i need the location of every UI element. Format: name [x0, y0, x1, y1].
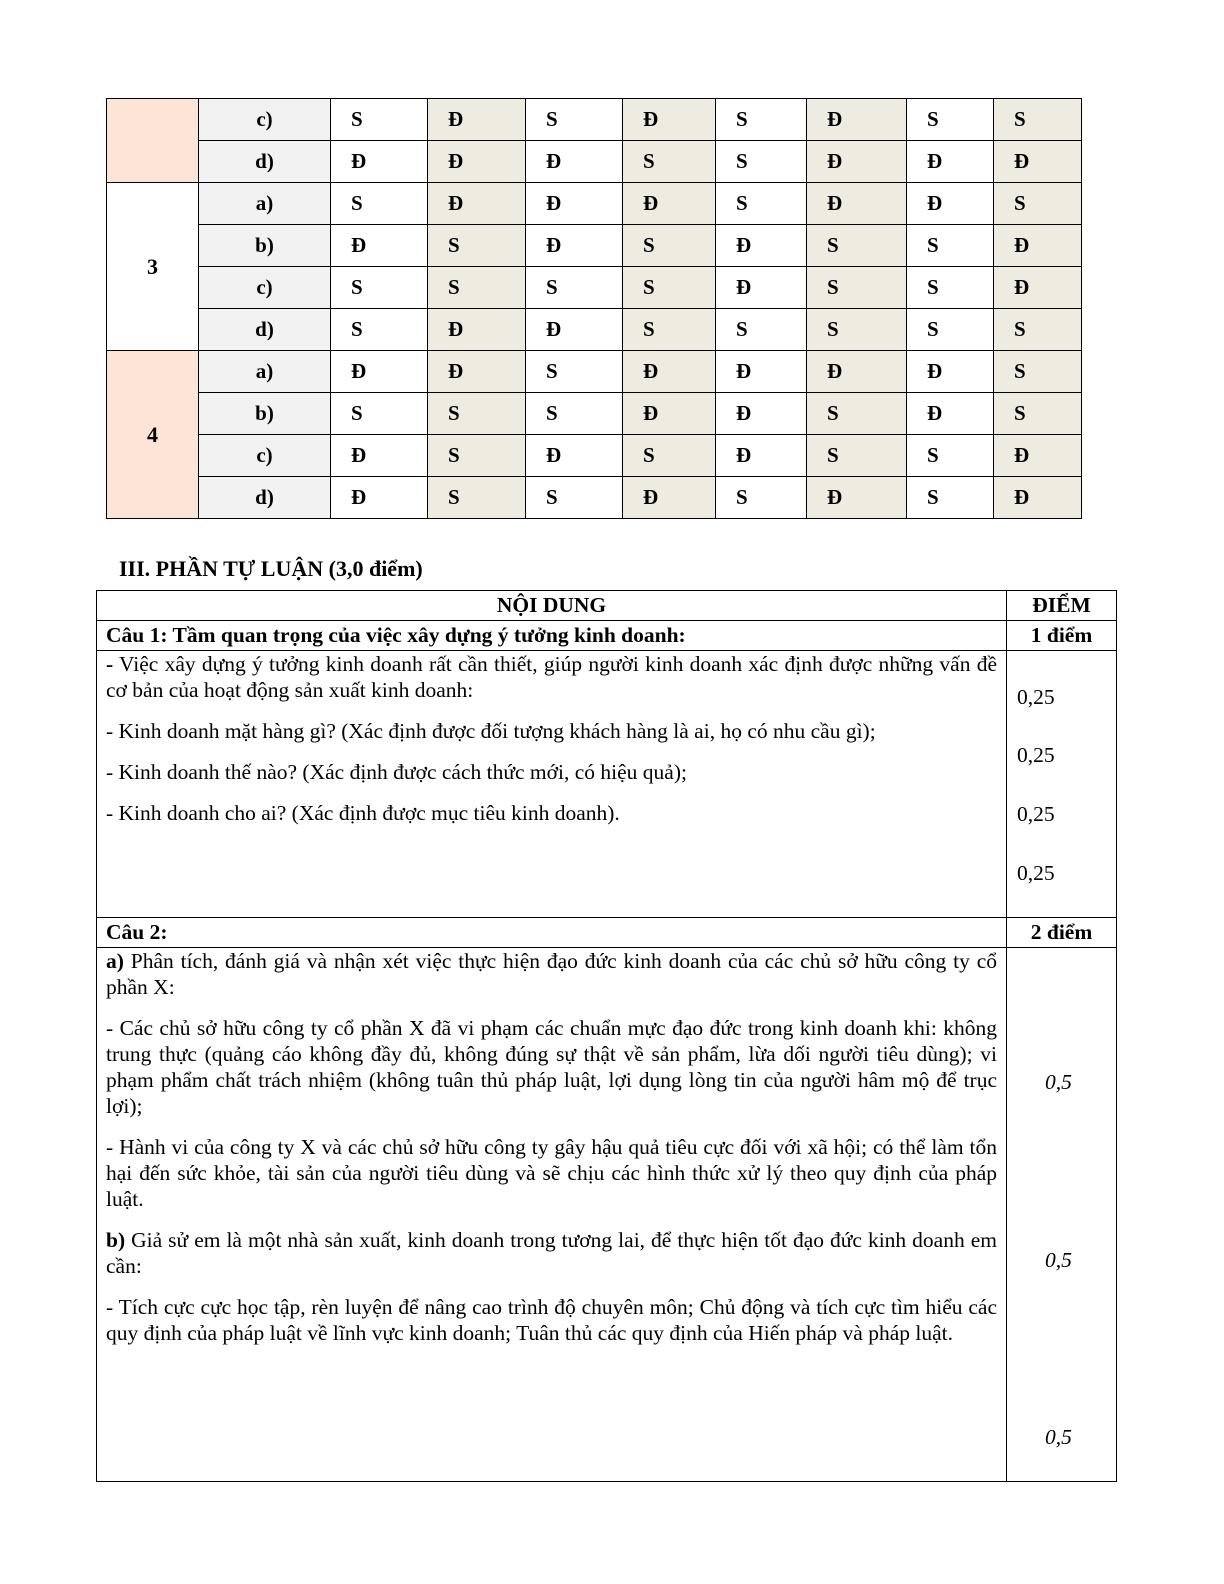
question-number-cell	[107, 99, 199, 183]
q1-paragraph-4: - Kinh doanh cho ai? (Xác định được mục tiêu kinh doanh).	[106, 801, 620, 825]
question-2-body-row	[97, 948, 1117, 1482]
answer-cell: Đ	[526, 183, 623, 225]
answer-cell: S	[994, 351, 1082, 393]
answer-row	[107, 225, 1082, 267]
answer-cell: Đ	[716, 225, 807, 267]
answer-cell: S	[907, 225, 994, 267]
answer-cell: S	[716, 309, 807, 351]
answer-cell: Đ	[331, 435, 428, 477]
question-number-cell: 4	[107, 351, 199, 519]
answer-cell: S	[331, 393, 428, 435]
answer-cell: Đ	[807, 141, 907, 183]
answer-cell: S	[331, 99, 428, 141]
question-2-content	[97, 948, 1007, 1482]
q2-b-paragraph-1: - Tích cực cực học tập, rèn luyện để nâng cao trình độ chuyên môn; Chủ động và tích cực tìm hiểu các quy định của pháp luật về lĩnh vực kinh doanh; Tuân thủ các quy định của Hiến pháp và pháp luật.	[106, 1295, 997, 1345]
answer-cell: S	[907, 99, 994, 141]
answer-cell: S	[526, 351, 623, 393]
q1-score-3: 0,25	[1017, 802, 1055, 826]
answer-cell: Đ	[807, 477, 907, 519]
answer-cell: S	[526, 99, 623, 141]
answer-cell: S	[907, 435, 994, 477]
answer-cell: Đ	[623, 99, 716, 141]
answer-grid-table	[106, 98, 1082, 519]
answer-cell: S	[807, 267, 907, 309]
question-1-title: Câu 1: Tầm quan trọng của việc xây dựng ý tưởng kinh doanh:	[97, 621, 1007, 651]
answer-cell: S	[331, 309, 428, 351]
answer-cell: S	[807, 435, 907, 477]
essay-table	[96, 590, 1117, 1482]
answer-cell: Đ	[623, 393, 716, 435]
q2-a-text: Phân tích, đánh giá và nhận xét việc thực hiện đạo đức kinh doanh của các chủ sở hữu công ty cổ phần X:	[106, 949, 997, 999]
answer-cell: Đ	[716, 267, 807, 309]
answer-cell: S	[716, 99, 807, 141]
answer-cell: S	[807, 225, 907, 267]
q1-paragraph-1	[106, 651, 997, 703]
answer-cell: S	[623, 435, 716, 477]
answer-cell: S	[994, 183, 1082, 225]
answer-cell: S	[428, 267, 526, 309]
q2-score-1: 0,5	[1045, 1070, 1072, 1094]
q2-b-text: Giả sử em là một nhà sản xuất, kinh doanh trong tương lai, để thực hiện tốt đạo đức kinh doanh em cần:	[106, 1228, 997, 1278]
answer-cell: Đ	[526, 435, 623, 477]
sub-question-cell: c)	[199, 99, 331, 141]
answer-cell: S	[623, 267, 716, 309]
answer-cell: S	[716, 183, 807, 225]
score-header: ĐIỂM	[1007, 591, 1117, 621]
question-number-cell: 3	[107, 183, 199, 351]
answer-row	[107, 183, 1082, 225]
q2-a-paragraph-1: - Các chủ sở hữu công ty cổ phần X đã vi phạm các chuẩn mực đạo đức trong kinh doanh khi: không trung thực (quảng cáo không đầy đủ, không đúng sự thật về sản phẩm, lừa dối người tiêu dùng); vi phạm phẩm chất trách nhiệm (không tuân thủ pháp luật, lợi dụng lòng tin của người hâm mộ để trục lợi);	[106, 1016, 997, 1118]
answer-row	[107, 393, 1082, 435]
q2-a-label: a)	[106, 949, 124, 973]
q2-score-3: 0,5	[1045, 1425, 1072, 1449]
answer-cell: S	[623, 225, 716, 267]
answer-cell: S	[994, 99, 1082, 141]
answer-cell: Đ	[428, 309, 526, 351]
answer-row	[107, 267, 1082, 309]
answer-cell: Đ	[716, 351, 807, 393]
sub-question-cell: b)	[199, 393, 331, 435]
sub-question-cell: c)	[199, 435, 331, 477]
answer-cell: Đ	[994, 477, 1082, 519]
answer-cell: Đ	[907, 351, 994, 393]
essay-header-row	[97, 591, 1117, 621]
question-2-row	[97, 918, 1117, 948]
answer-cell: S	[428, 477, 526, 519]
answer-cell: Đ	[994, 225, 1082, 267]
answer-cell: S	[526, 393, 623, 435]
answer-cell: Đ	[526, 141, 623, 183]
question-1-body-row	[97, 651, 1117, 918]
answer-cell: Đ	[428, 99, 526, 141]
answer-cell: S	[807, 393, 907, 435]
answer-cell: Đ	[428, 141, 526, 183]
answer-cell: S	[716, 477, 807, 519]
sub-question-cell: c)	[199, 267, 331, 309]
answer-cell: S	[526, 267, 623, 309]
answer-cell: Đ	[428, 183, 526, 225]
answer-cell: Đ	[623, 477, 716, 519]
answer-cell: S	[428, 435, 526, 477]
q1-paragraph-2: - Kinh doanh mặt hàng gì? (Xác định được đối tượng khách hàng là ai, họ có nhu cầu gì);	[106, 719, 876, 743]
answer-cell: Đ	[807, 99, 907, 141]
q2-part-a	[106, 948, 997, 1000]
q2-score-2: 0,5	[1045, 1248, 1072, 1272]
sub-question-cell: b)	[199, 225, 331, 267]
answer-cell: S	[623, 141, 716, 183]
q2-part-b	[106, 1227, 997, 1279]
answer-cell: Đ	[526, 309, 623, 351]
question-2-scores	[1007, 948, 1117, 1482]
sub-question-cell: d)	[199, 477, 331, 519]
answer-cell: Đ	[331, 141, 428, 183]
answer-cell: S	[428, 393, 526, 435]
question-2-title: Câu 2:	[97, 918, 1007, 948]
q1-score-1: 0,25	[1017, 685, 1055, 709]
answer-cell: Đ	[807, 351, 907, 393]
answer-row	[107, 477, 1082, 519]
answer-cell: Đ	[716, 435, 807, 477]
answer-cell: Đ	[807, 183, 907, 225]
answer-cell: S	[907, 309, 994, 351]
sub-question-cell: a)	[199, 351, 331, 393]
answer-cell: Đ	[331, 225, 428, 267]
q1-score-2: 0,25	[1017, 743, 1055, 767]
answer-cell: Đ	[716, 393, 807, 435]
answer-cell: Đ	[994, 435, 1082, 477]
answer-cell: Đ	[526, 225, 623, 267]
answer-cell: Đ	[331, 477, 428, 519]
question-1-row	[97, 621, 1117, 651]
answer-cell: Đ	[994, 141, 1082, 183]
answer-cell: S	[331, 267, 428, 309]
answer-cell: S	[907, 477, 994, 519]
answer-cell: Đ	[623, 183, 716, 225]
q1-p1-lead: -	[106, 652, 114, 676]
answer-cell: S	[716, 141, 807, 183]
sub-question-cell: d)	[199, 141, 331, 183]
answer-row	[107, 141, 1082, 183]
answer-row	[107, 435, 1082, 477]
q2-a-paragraph-2: - Hành vi của công ty X và các chủ sở hữu công ty gây hậu quả tiêu cực đối với xã hội; có thể làm tổn hại đến sức khỏe, tài sản của người tiêu dùng và sẽ chịu các hình thức xử lý theo quy định của pháp luật.	[106, 1135, 997, 1211]
question-1-scores	[1007, 651, 1117, 918]
question-1-content	[97, 651, 1007, 918]
sub-question-cell: d)	[199, 309, 331, 351]
answer-cell: S	[907, 267, 994, 309]
answer-cell: S	[526, 477, 623, 519]
answer-cell: S	[623, 309, 716, 351]
question-2-points: 2 điểm	[1007, 918, 1117, 948]
section-heading: III. PHẦN TỰ LUẬN (3,0 điểm)	[119, 556, 423, 581]
answer-cell: S	[807, 309, 907, 351]
answer-cell: Đ	[907, 393, 994, 435]
q1-paragraph-3: - Kinh doanh thế nào? (Xác định được cách thức mới, có hiệu quả);	[106, 760, 687, 784]
answer-cell: Đ	[331, 351, 428, 393]
q1-p1-text: Việc xây dựng ý tưởng kinh doanh rất cần thiết, giúp người kinh doanh xác định được những vấn đề cơ bản của hoạt động sản xuất kinh doanh:	[106, 652, 997, 702]
answer-cell: Đ	[428, 351, 526, 393]
answer-cell: S	[994, 393, 1082, 435]
question-1-points: 1 điểm	[1007, 621, 1117, 651]
answer-cell: S	[428, 225, 526, 267]
answer-row	[107, 99, 1082, 141]
answer-cell: Đ	[623, 351, 716, 393]
answer-cell: S	[331, 183, 428, 225]
answer-cell: Đ	[994, 267, 1082, 309]
answer-cell: Đ	[907, 183, 994, 225]
answer-cell: S	[994, 309, 1082, 351]
answer-row	[107, 309, 1082, 351]
answer-row	[107, 351, 1082, 393]
sub-question-cell: a)	[199, 183, 331, 225]
answer-cell: Đ	[907, 141, 994, 183]
content-header: NỘI DUNG	[97, 591, 1007, 621]
q2-b-label: b)	[106, 1228, 126, 1252]
answer-grid-body	[107, 99, 1082, 519]
q1-score-4: 0,25	[1017, 861, 1055, 885]
